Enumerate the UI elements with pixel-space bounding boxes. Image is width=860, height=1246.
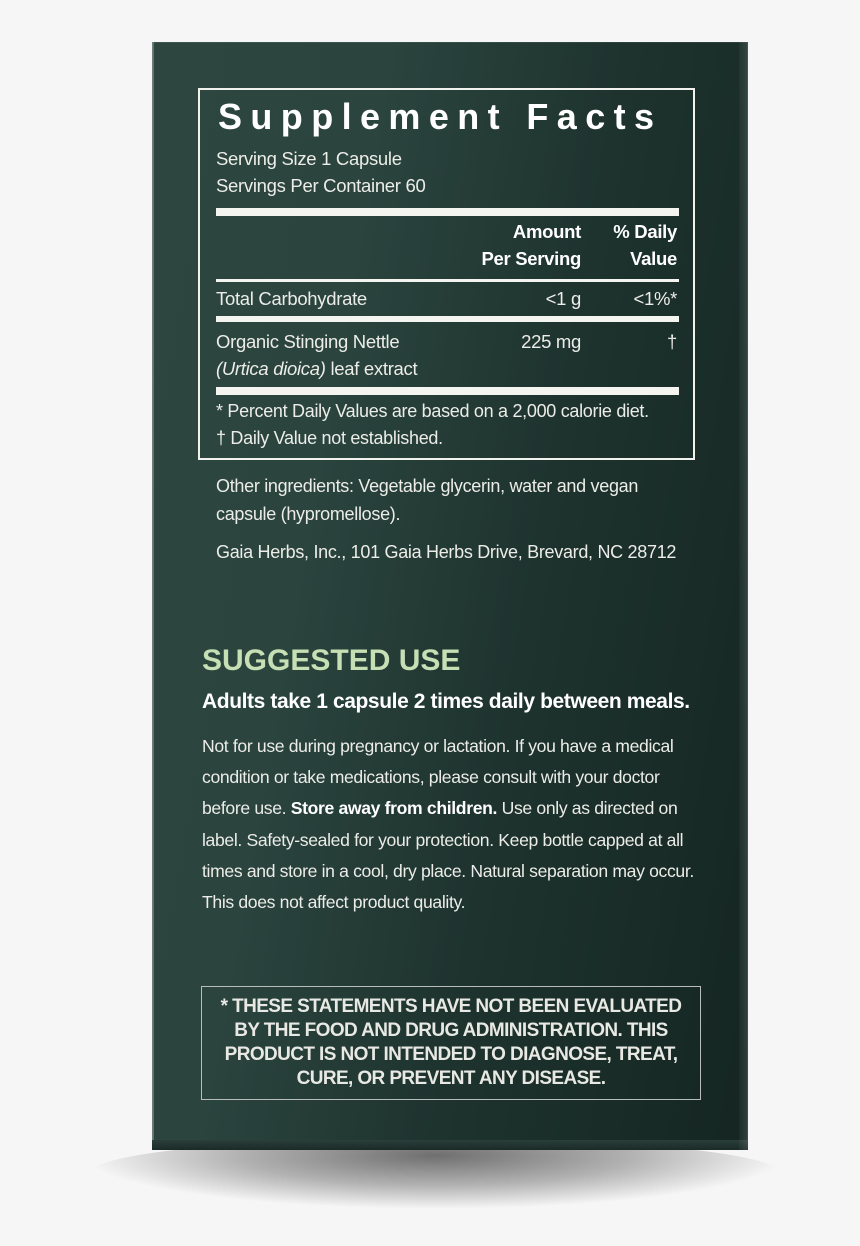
nutrient-amount: 225 mg (521, 331, 581, 352)
thick-divider (216, 208, 679, 216)
supplement-facts-title: Supplement Facts (218, 96, 663, 137)
supplement-facts-box (198, 88, 695, 460)
dosage-instruction: Adults take 1 capsule 2 times daily between meals. (202, 690, 690, 713)
nutrient-amount: <1 g (545, 288, 581, 309)
label-panel (152, 42, 748, 1150)
panel-bottom-edge (152, 1140, 748, 1150)
footnote-dv-not-established: † Daily Value not established. (216, 428, 443, 448)
amount-per-serving-header: Amount Per Serving (481, 221, 581, 269)
thin-divider (216, 279, 679, 282)
manufacturer-address: Gaia Herbs, Inc., 101 Gaia Herbs Drive, Brevard, NC 28712 (216, 542, 677, 562)
fda-disclaimer-text: * THESE STATEMENTS HAVE NOT BEEN EVALUATED BY THE FOOD AND DRUG ADMINISTRATION. THIS PRODUCT IS NOT INTENDED TO DIAGNOSE, TREAT, CURE, OR PREVENT ANY DISEASE. (220, 996, 682, 1089)
daily-value-header: % Daily Value (613, 221, 677, 269)
serving-size: Serving Size 1 Capsule (216, 148, 402, 169)
warnings-text: Not for use during pregnancy or lactation. If you have a medical condition or take medications, please consult with your doctor before use. Store away from children. Use only as directed on label. Safety-sealed for your protection. Keep bottle capped at all times and store in a cool, dry place. Natural separation may occur. This does not affect product quality. (202, 736, 694, 913)
nutrient-latin-name: (Urtica dioica) leaf extract (216, 358, 418, 379)
footnote-percent-dv: * Percent Daily Values are based on a 2,000 calorie diet. (216, 401, 649, 421)
other-ingredients: Other ingredients: Vegetable glycerin, water and vegan capsule (hypromellose). (216, 476, 639, 524)
suggested-use-heading: SUGGESTED USE (202, 644, 461, 677)
nutrient-name: Organic Stinging Nettle (216, 331, 400, 352)
nutrient-name: Total Carbohydrate (216, 288, 367, 309)
store-away-warning: Store away from children. (290, 798, 498, 819)
servings-per-container: Servings Per Container 60 (216, 175, 426, 196)
fda-disclaimer-box (201, 986, 701, 1100)
medium-divider (216, 316, 679, 322)
thick-divider (216, 387, 679, 395)
nutrient-daily-value: † (667, 331, 677, 352)
nutrient-daily-value: <1%* (633, 288, 677, 309)
